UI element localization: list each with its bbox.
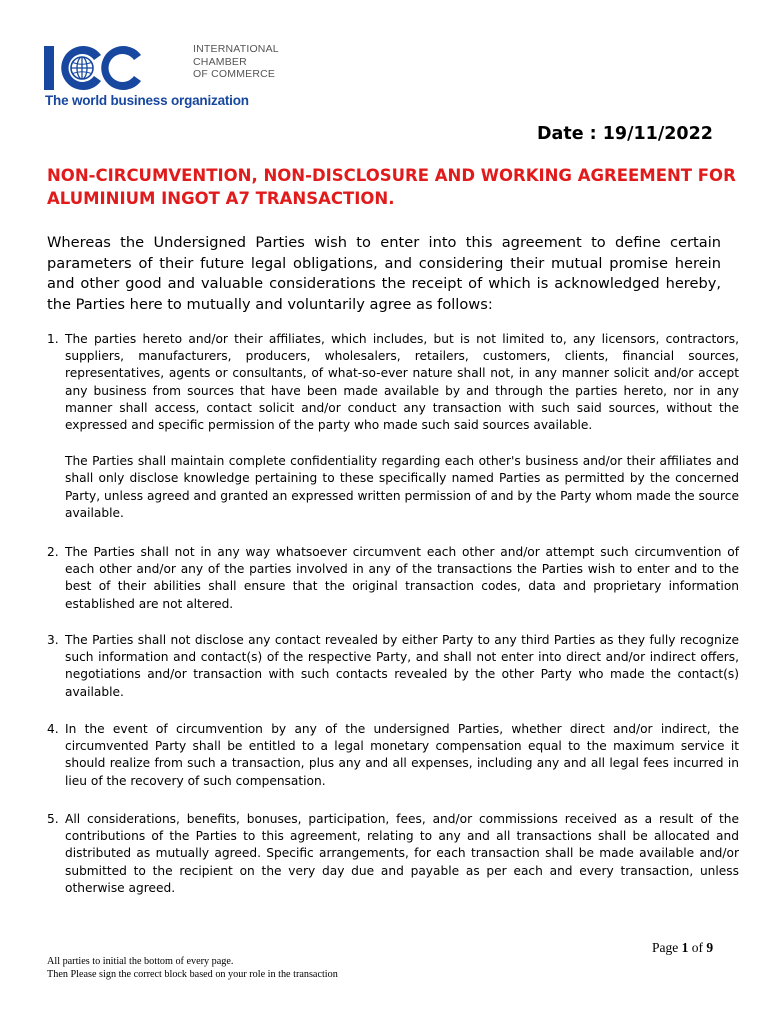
clause-number: 4.	[47, 722, 59, 736]
clause-text: In the event of circumvention by any of the undersigned Parties, whether direct and/or indirect, the circumvented Party shall be entitled to a legal monetary compensation equal to the maximum service it should realize from such a transaction, plus any and all expenses, including any and all legal fees incurred in lieu of the recovery of such compensation.	[65, 722, 739, 788]
page-current: 1	[681, 940, 689, 955]
clause-text: The Parties shall not disclose any contact revealed by either Party to any third Parties as they fully recognize such information and contact(s) of the respective Party, and shall not enter into direct and/or indirect offers, negotiations and/or transaction with such contacts revealed by the other Party who made the contact(s) available.	[65, 633, 739, 699]
clause-text: The Parties shall maintain complete confidentiality regarding each other's business and/or their affiliates and shall only disclose knowledge pertaining to these specifically named Parties as permitted by the concerned Party, unless agreed and granted an expressed written permission of and by the Party whom made the source available.	[65, 454, 739, 520]
clause	[47, 331, 739, 522]
icc-logo-mark-icon	[44, 42, 146, 94]
clause-text: The parties hereto and/or their affiliates, which includes, but is not limited to, any licensors, contractors, suppliers, manufacturers, producers, wholesalers, retailers, customers, clients, financial sources, representatives, agents or consultants, of what-so-ever nature shall not, in any manner solicit and/or accept any business from sources that have been made available by and through the parties hereto, nor in any manner shall access, contact solicit and/or conduct any transaction with such said sources, without the expressed and specific permission of the party who made such said sources available.	[65, 332, 739, 433]
logo-org-line: CHAMBER	[193, 55, 247, 68]
clause-text: The Parties shall not in any way whatsoever circumvent each other and/or attempt such circumvention of each other and/or any of the parties involved in any of the transactions the Parties wish to enter and to the best of their abilities shall ensure that the original transaction codes, data and proprietary information established are not altered.	[65, 545, 739, 611]
clause-number: 5.	[47, 812, 59, 826]
clause	[47, 811, 739, 897]
clause-number: 2.	[47, 545, 59, 559]
document-title	[47, 164, 737, 210]
logo-org-line: OF COMMERCE	[193, 68, 276, 80]
footer-line: All parties to initial the bottom of every page.	[47, 956, 234, 967]
title-line: NON-CIRCUMVENTION, NON-DISCLOSURE AND WORKING AGREEMENT FOR	[47, 166, 736, 185]
page-number	[652, 940, 713, 956]
clause	[47, 544, 739, 613]
document-date: Date : 19/11/2022	[537, 124, 713, 144]
footer-line: Then Please sign the correct block based on your role in the transaction	[47, 969, 338, 980]
page-label: Page	[652, 940, 679, 955]
footer-note	[47, 955, 338, 981]
page-total: 9	[706, 940, 714, 955]
logo-tagline: The world business organization	[45, 93, 249, 108]
logo-org-name	[193, 43, 279, 81]
clause	[47, 632, 739, 701]
intro-paragraph: Whereas the Undersigned Parties wish to enter into this agreement to define certain parameters of their future legal obligations, and considering their mutual promise herein and other good and valuable considerations the receipt of which is acknowledged hereby, the Parties here to mutually and voluntarily agree as follows:	[47, 234, 721, 313]
clause-number: 3.	[47, 633, 59, 647]
logo-org-line: INTERNATIONAL	[193, 43, 279, 55]
icc-logo	[44, 40, 284, 112]
clause-number: 1.	[47, 332, 59, 346]
title-line: ALUMINIUM INGOT A7 TRANSACTION.	[47, 189, 395, 208]
clause	[47, 721, 739, 790]
clause-text: All considerations, benefits, bonuses, participation, fees, and/or commissions received as a result of the contributions of the Parties to this agreement, relating to any and all transactions shall be allocated and distributed as mutually agreed. Specific arrangements, for each transaction shall be made available and/or submitted to the recipient on the very day due and payable as per each and every transaction, unless otherwise agreed.	[65, 812, 739, 895]
page-of: of	[691, 940, 703, 955]
